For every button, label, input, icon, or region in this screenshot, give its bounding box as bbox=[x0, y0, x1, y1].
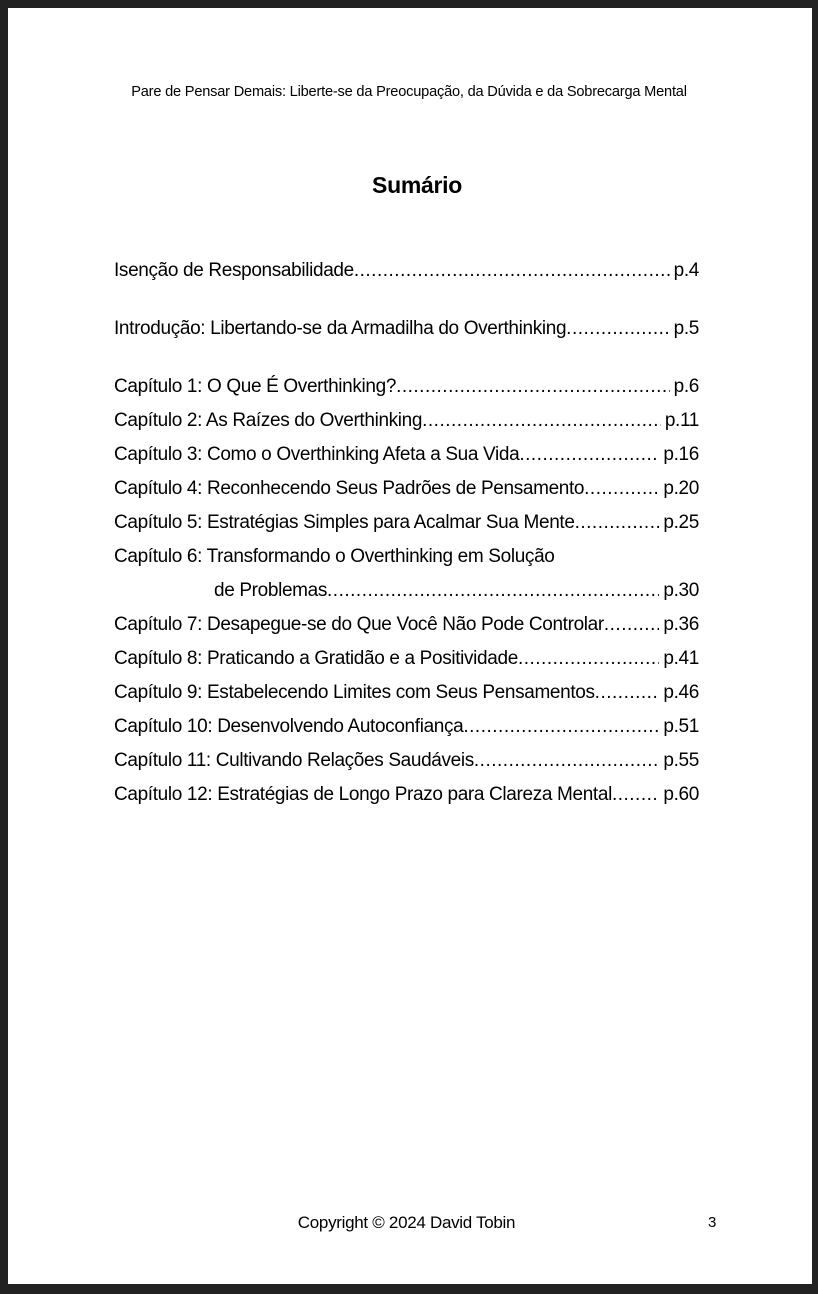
toc-entry-page: p.51 bbox=[663, 716, 699, 737]
toc-entry bbox=[114, 784, 699, 818]
dot-leader bbox=[584, 478, 659, 500]
toc-entry bbox=[114, 512, 699, 546]
toc-entry-page: p.46 bbox=[663, 682, 699, 703]
toc-entry-label: Capítulo 1: O Que É Overthinking? bbox=[114, 376, 397, 397]
toc-entry-page: p.25 bbox=[663, 512, 699, 533]
dot-leader bbox=[327, 580, 659, 602]
toc-entry bbox=[114, 648, 699, 682]
dot-leader bbox=[519, 444, 659, 466]
dot-leader bbox=[595, 682, 660, 704]
running-header: Pare de Pensar Demais: Liberte-se da Preocupação, da Dúvida e da Sobrecarga Mental bbox=[131, 84, 687, 100]
toc-entry bbox=[114, 614, 699, 648]
toc-entry bbox=[114, 444, 699, 478]
toc-entry-label: Capítulo 12: Estratégias de Longo Prazo para Clareza Mental bbox=[114, 784, 612, 805]
toc-entry bbox=[114, 260, 699, 294]
toc-entry-label: Introdução: Libertando-se da Armadilha do Overthinking bbox=[114, 318, 567, 339]
toc-entry-page: p.30 bbox=[663, 580, 699, 601]
toc-entry-label: Capítulo 10: Desenvolvendo Autoconfiança bbox=[114, 716, 464, 737]
toc-entry-page: p.5 bbox=[673, 318, 699, 339]
toc-entry-page: p.6 bbox=[673, 376, 699, 397]
dot-leader bbox=[396, 376, 670, 398]
toc-entry bbox=[114, 546, 699, 580]
toc-entry-label: Capítulo 7: Desapegue-se do Que Você Não Pode Controlar bbox=[114, 614, 604, 635]
toc-entry-label: Capítulo 8: Praticando a Gratidão e a Positividade bbox=[114, 648, 518, 669]
dot-leader bbox=[575, 512, 660, 534]
toc-entry bbox=[114, 716, 699, 750]
toc-entry-label: Capítulo 5: Estratégias Simples para Acalmar Sua Mente bbox=[114, 512, 575, 533]
toc-entry-page: p.20 bbox=[663, 478, 699, 499]
toc-entry-page: p.55 bbox=[663, 750, 699, 771]
toc-entry bbox=[114, 682, 699, 716]
dot-leader bbox=[612, 784, 659, 806]
toc-entry-label: Capítulo 6: Transformando o Overthinking em Solução bbox=[114, 546, 555, 567]
dot-leader bbox=[354, 260, 670, 282]
toc-entry-page: p.4 bbox=[673, 260, 699, 281]
toc-entry bbox=[114, 478, 699, 512]
toc-entry-page: p.60 bbox=[663, 784, 699, 805]
toc-entry bbox=[114, 750, 699, 784]
copyright-notice: Copyright © 2024 David Tobin bbox=[297, 1213, 516, 1232]
dot-leader bbox=[604, 614, 660, 636]
page-number: 3 bbox=[708, 1214, 717, 1231]
toc-entry-page: p.41 bbox=[663, 648, 699, 669]
dot-leader bbox=[518, 648, 659, 670]
toc-entry-continuation bbox=[114, 580, 699, 614]
table-of-contents bbox=[114, 260, 699, 818]
toc-entry bbox=[114, 376, 699, 410]
toc-entry-label: Isenção de Responsabilidade bbox=[114, 260, 354, 281]
toc-title: Sumário bbox=[372, 172, 462, 198]
toc-entry-label: de Problemas bbox=[214, 580, 328, 601]
toc-entry bbox=[114, 318, 699, 352]
dot-leader bbox=[474, 750, 660, 772]
toc-entry-page: p.11 bbox=[664, 410, 699, 431]
toc-entry-label: Capítulo 4: Reconhecendo Seus Padrões de Pensamento bbox=[114, 478, 585, 499]
toc-entry-label: Capítulo 11: Cultivando Relações Saudáveis bbox=[114, 750, 474, 771]
toc-entry-page: p.16 bbox=[663, 444, 699, 465]
toc-entry-label: Capítulo 9: Estabelecendo Limites com Seus Pensamentos bbox=[114, 682, 595, 703]
dot-leader bbox=[422, 410, 661, 432]
toc-entry-page: p.36 bbox=[663, 614, 699, 635]
toc-entry bbox=[114, 410, 699, 444]
dot-leader bbox=[566, 318, 669, 340]
toc-entry-label: Capítulo 3: Como o Overthinking Afeta a Sua Vida bbox=[114, 444, 520, 465]
dot-leader bbox=[463, 716, 659, 738]
toc-entry-label: Capítulo 2: As Raízes do Overthinking bbox=[114, 410, 423, 431]
